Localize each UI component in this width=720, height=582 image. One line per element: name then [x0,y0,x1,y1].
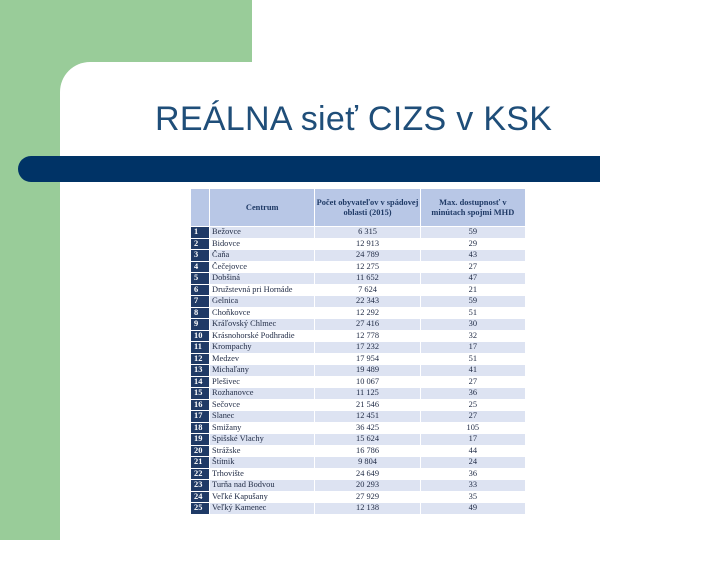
population-cell: 12 913 [315,239,419,250]
population-cell: 17 954 [315,354,419,365]
slide-title: REÁLNA sieť CIZS v KSK [155,100,553,138]
row-index-cell: 11 [191,342,209,353]
row-index-cell: 20 [191,446,209,457]
header-max-access: Max. dostupnosť v minútach spojmi MHD [421,189,525,226]
table-row [191,285,525,296]
center-name-cell: Turňa nad Bodvou [210,480,314,491]
max-access-cell: 27 [421,411,525,422]
population-cell: 10 067 [315,377,419,388]
center-name-cell: Plešivec [210,377,314,388]
max-access-cell: 51 [421,308,525,319]
population-cell: 22 343 [315,296,419,307]
population-cell: 20 293 [315,480,419,491]
table-row [191,342,525,353]
row-index-cell: 8 [191,308,209,319]
population-cell: 17 232 [315,342,419,353]
row-index-cell: 25 [191,503,209,514]
max-access-cell: 35 [421,492,525,503]
population-cell: 27 416 [315,319,419,330]
row-index-cell: 16 [191,400,209,411]
row-index-cell: 21 [191,457,209,468]
row-index-cell: 4 [191,262,209,273]
max-access-cell: 59 [421,227,525,238]
center-name-cell: Smižany [210,423,314,434]
population-cell: 12 778 [315,331,419,342]
max-access-cell: 47 [421,273,525,284]
table-row [191,503,525,514]
table-row [191,388,525,399]
row-index-cell: 24 [191,492,209,503]
center-name-cell: Štítnik [210,457,314,468]
table-header-row [191,189,525,226]
center-name-cell: Čečejovce [210,262,314,273]
row-index-cell: 19 [191,434,209,445]
row-index-cell: 12 [191,354,209,365]
max-access-cell: 32 [421,331,525,342]
population-cell: 11 652 [315,273,419,284]
population-cell: 12 292 [315,308,419,319]
table-row [191,365,525,376]
max-access-cell: 27 [421,377,525,388]
row-index-cell: 18 [191,423,209,434]
max-access-cell: 43 [421,250,525,261]
header-index [191,189,209,226]
table-row [191,250,525,261]
center-name-cell: Strážske [210,446,314,457]
max-access-cell: 59 [421,296,525,307]
center-name-cell: Rozhanovce [210,388,314,399]
center-name-cell: Spišské Vlachy [210,434,314,445]
table-row [191,262,525,273]
row-index-cell: 7 [191,296,209,307]
center-name-cell: Gelnica [210,296,314,307]
population-cell: 9 804 [315,457,419,468]
population-cell: 12 451 [315,411,419,422]
population-cell: 19 489 [315,365,419,376]
center-name-cell: Choňkovce [210,308,314,319]
row-index-cell: 6 [191,285,209,296]
center-name-cell: Krompachy [210,342,314,353]
population-cell: 6 315 [315,227,419,238]
center-name-cell: Kráľovský Chlmec [210,319,314,330]
table-row [191,469,525,480]
center-name-cell: Krásnohorské Podhradie [210,331,314,342]
max-access-cell: 17 [421,342,525,353]
center-name-cell: Trhovište [210,469,314,480]
max-access-cell: 27 [421,262,525,273]
max-access-cell: 30 [421,319,525,330]
center-name-cell: Bežovce [210,227,314,238]
table-row [191,273,525,284]
max-access-cell: 49 [421,503,525,514]
population-cell: 15 624 [315,434,419,445]
center-name-cell: Bidovce [210,239,314,250]
max-access-cell: 24 [421,457,525,468]
title-divider-bar [18,156,600,182]
table-row [191,227,525,238]
center-name-cell: Veľké Kapušany [210,492,314,503]
row-index-cell: 17 [191,411,209,422]
population-cell: 16 786 [315,446,419,457]
centers-table [190,188,526,515]
table-body [191,227,525,514]
center-name-cell: Veľký Kamenec [210,503,314,514]
max-access-cell: 44 [421,446,525,457]
center-name-cell: Družstevná pri Hornáde [210,285,314,296]
table-row [191,308,525,319]
center-name-cell: Slanec [210,411,314,422]
max-access-cell: 21 [421,285,525,296]
table-row [191,457,525,468]
table-row [191,480,525,491]
table-row [191,377,525,388]
row-index-cell: 2 [191,239,209,250]
population-cell: 7 624 [315,285,419,296]
population-cell: 12 138 [315,503,419,514]
population-cell: 12 275 [315,262,419,273]
population-cell: 11 125 [315,388,419,399]
row-index-cell: 23 [191,480,209,491]
table-row [191,492,525,503]
table-row [191,434,525,445]
table-row [191,331,525,342]
row-index-cell: 15 [191,388,209,399]
max-access-cell: 33 [421,480,525,491]
center-name-cell: Dobšiná [210,273,314,284]
population-cell: 36 425 [315,423,419,434]
table-row [191,423,525,434]
table-row [191,411,525,422]
table-row [191,296,525,307]
data-table-container [190,188,526,515]
header-center: Centrum [210,189,314,226]
row-index-cell: 9 [191,319,209,330]
table-row [191,354,525,365]
max-access-cell: 51 [421,354,525,365]
center-name-cell: Michaľany [210,365,314,376]
table-row [191,400,525,411]
population-cell: 27 929 [315,492,419,503]
table-row [191,319,525,330]
center-name-cell: Sečovce [210,400,314,411]
table-row [191,239,525,250]
table-row [191,446,525,457]
row-index-cell: 22 [191,469,209,480]
header-population: Počet obyvateľov v spádovej oblasti (2015) [315,189,419,226]
max-access-cell: 25 [421,400,525,411]
row-index-cell: 10 [191,331,209,342]
max-access-cell: 29 [421,239,525,250]
row-index-cell: 1 [191,227,209,238]
population-cell: 24 649 [315,469,419,480]
max-access-cell: 36 [421,469,525,480]
population-cell: 24 789 [315,250,419,261]
center-name-cell: Medzev [210,354,314,365]
row-index-cell: 13 [191,365,209,376]
max-access-cell: 17 [421,434,525,445]
max-access-cell: 41 [421,365,525,376]
row-index-cell: 3 [191,250,209,261]
max-access-cell: 36 [421,388,525,399]
row-index-cell: 14 [191,377,209,388]
center-name-cell: Čaňa [210,250,314,261]
row-index-cell: 5 [191,273,209,284]
population-cell: 21 546 [315,400,419,411]
max-access-cell: 105 [421,423,525,434]
